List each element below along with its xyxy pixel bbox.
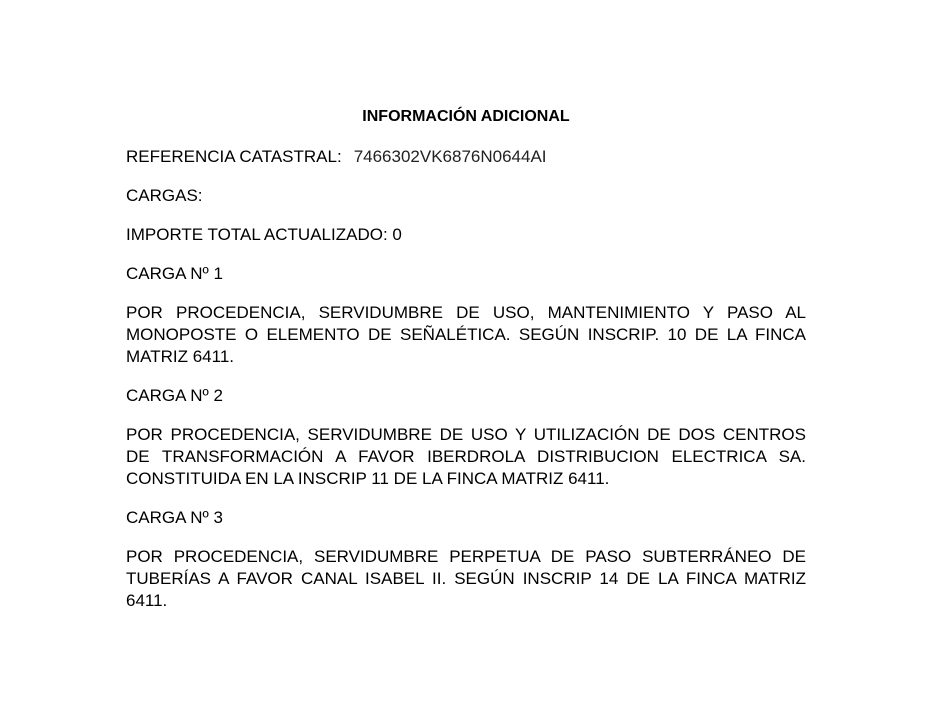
carga-1-heading: CARGA Nº 1 <box>126 264 223 283</box>
carga-2-text: POR PROCEDENCIA, SERVIDUMBRE DE USO Y UTILIZACIÓN DE DOS CENTROS DE TRANSFORMACIÓN A FAVOR IBERDROLA DISTRIBUCION ELECTRICA SA. CONSTITUIDA EN LA INSCRIP 11 DE LA FINCA MATRIZ 6411. <box>126 425 806 488</box>
importe-total-line: IMPORTE TOTAL ACTUALIZADO: 0 <box>126 225 402 244</box>
referencia-catastral-label: REFERENCIA CATASTRAL: <box>126 147 342 166</box>
carga-3-text: POR PROCEDENCIA, SERVIDUMBRE PERPETUA DE PASO SUBTERRÁNEO DE TUBERÍAS A FAVOR CANAL ISABEL II. SEGÚN INSCRIP 14 DE LA FINCA MATRIZ 6411. <box>126 547 806 610</box>
document-title: INFORMACIÓN ADICIONAL <box>362 108 570 125</box>
carga-3-heading: CARGA Nº 3 <box>126 508 223 527</box>
document-page <box>126 106 806 629</box>
referencia-catastral-value: 7466302VK6876N0644AI <box>353 147 547 166</box>
carga-2-heading: CARGA Nº 2 <box>126 386 223 405</box>
carga-1-text: POR PROCEDENCIA, SERVIDUMBRE DE USO, MANTENIMIENTO Y PASO AL MONOPOSTE O ELEMENTO DE SEÑALÉTICA. SEGÚN INSCRIP. 10 DE LA FINCA MATRIZ 6411. <box>126 303 806 366</box>
referencia-catastral-row <box>126 146 806 168</box>
cargas-label: CARGAS: <box>126 186 203 205</box>
